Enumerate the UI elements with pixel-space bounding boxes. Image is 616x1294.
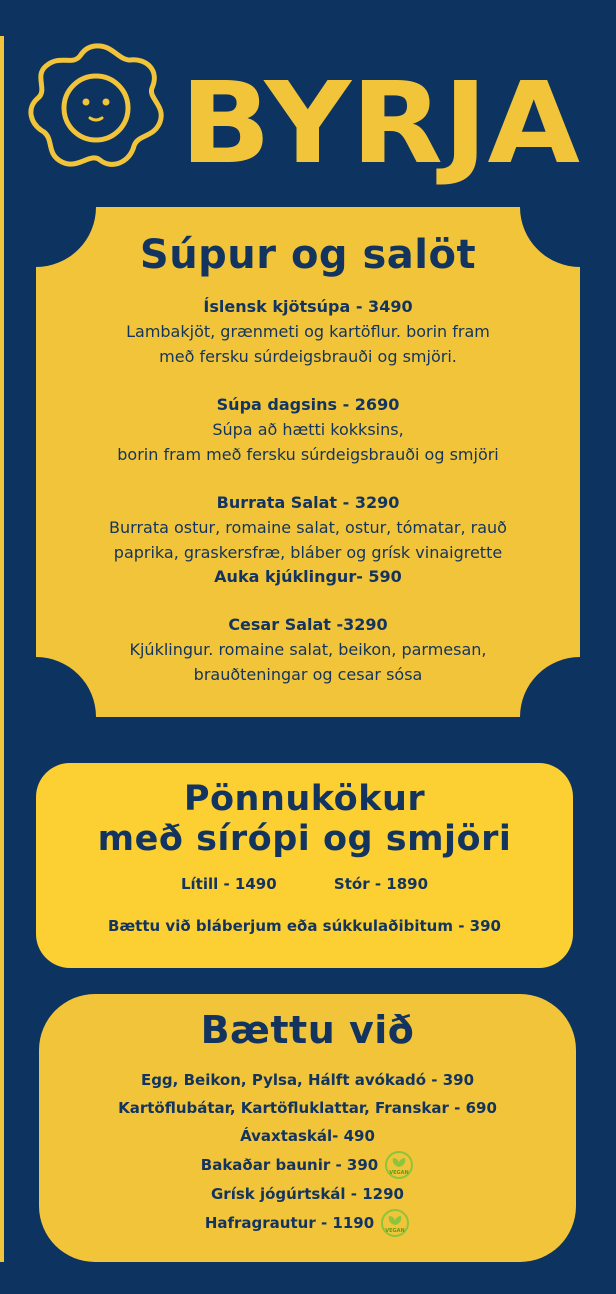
- item-desc: Súpa að hætti kokksins,: [212, 420, 404, 439]
- menu-item: [36, 393, 580, 467]
- item-name: Cesar Salat -3290: [228, 615, 388, 634]
- menu-item: [36, 613, 580, 687]
- extra-text: Ávaxtaskál- 490: [240, 1127, 375, 1145]
- brand-wordmark: [176, 40, 606, 190]
- brand-name: BYRJA: [180, 59, 581, 189]
- extra-item: [39, 1180, 576, 1208]
- extras-title: Bættu við: [200, 1008, 415, 1052]
- item-desc: með fersku súrdeigsbrauði og smjöri.: [159, 347, 457, 366]
- svg-text:VEGAN: VEGAN: [385, 1228, 405, 1234]
- extras-list: [39, 1066, 576, 1238]
- soups-salads-title: Súpur og salöt: [139, 232, 477, 278]
- pancakes-title-line1: Pönnukökur: [183, 779, 426, 819]
- item-name: Íslensk kjötsúpa - 3490: [203, 297, 413, 316]
- item-desc: borin fram með fersku súrdeigsbrauði og smjöri: [117, 445, 499, 464]
- extras-panel: [39, 994, 576, 1262]
- header: [0, 0, 616, 190]
- item-extra: Auka kjúklingur- 590: [214, 567, 402, 586]
- pancakes-title: [36, 763, 573, 859]
- item-desc: Lambakjöt, grænmeti og kartöflur. borin fram: [126, 322, 490, 341]
- vegan-leaf-icon: [384, 1150, 414, 1180]
- menu-item: [36, 295, 580, 369]
- extra-text: Grísk jógúrtskál - 1290: [211, 1185, 404, 1203]
- extra-item: [39, 1066, 576, 1094]
- item-desc: Burrata ostur, romaine salat, ostur, tómatar, rauð: [109, 518, 507, 537]
- pancakes-title-line2: með sírópi og smjöri: [97, 819, 512, 859]
- item-desc: paprika, graskersfræ, bláber og grísk vinaigrette: [113, 543, 503, 562]
- extra-item: [39, 1094, 576, 1122]
- extra-item: [39, 1208, 576, 1238]
- size-large: Stór - 1890: [333, 875, 429, 893]
- vegan-leaf-icon: [380, 1208, 410, 1238]
- pancake-addon: Bættu við bláberjum eða súkkulaðibitum - 390: [108, 917, 501, 935]
- size-small: Lítill - 1490: [180, 875, 277, 893]
- pancake-sizes: [36, 873, 573, 895]
- egg-icon: [20, 38, 170, 178]
- extra-text: Bakaðar baunir - 390: [200, 1156, 379, 1174]
- soups-salads-list: [36, 279, 580, 687]
- soups-salads-panel: [36, 207, 580, 717]
- menu-item: [36, 491, 580, 589]
- extra-text: Hafragrautur - 1190: [204, 1214, 375, 1232]
- item-name: Burrata Salat - 3290: [216, 493, 400, 512]
- item-desc: brauðteningar og cesar sósa: [193, 665, 423, 684]
- side-accent-bar: [0, 36, 4, 1262]
- extra-text: Kartöflubátar, Kartöfluklattar, Franskar - 690: [118, 1099, 497, 1117]
- extra-text: Egg, Beikon, Pylsa, Hálft avókadó - 390: [140, 1071, 475, 1089]
- svg-text:VEGAN: VEGAN: [389, 1170, 409, 1176]
- pancakes-panel: [36, 763, 573, 968]
- extra-item: [39, 1150, 576, 1180]
- item-desc: Kjúklingur. romaine salat, beikon, parmesan,: [129, 640, 487, 659]
- item-name: Súpa dagsins - 2690: [216, 395, 400, 414]
- extra-item: [39, 1122, 576, 1150]
